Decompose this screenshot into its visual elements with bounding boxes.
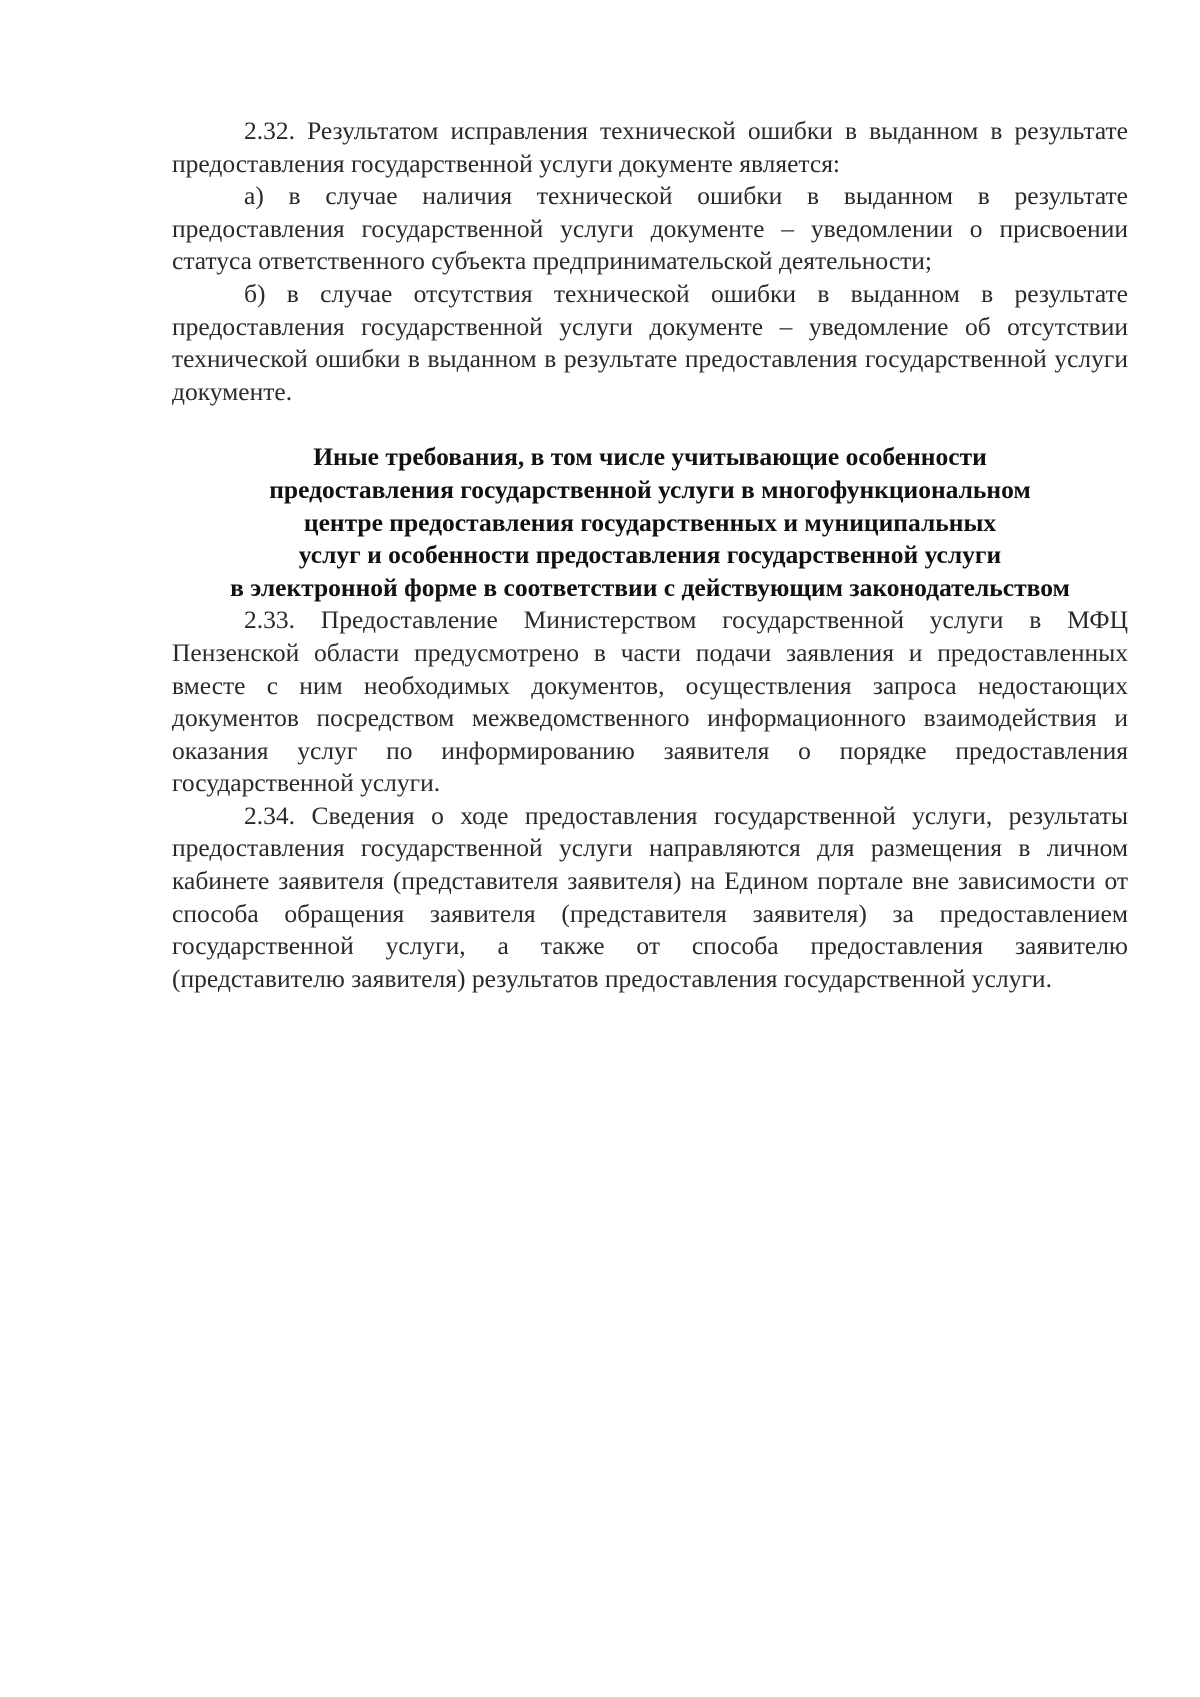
paragraph-2-34: 2.34. Сведения о ходе предоставления государственной услуги, результаты предоставления государственной услуги направляются для размещения в личном кабинете заявителя (представителя заявителя) на Едином портале вне зависимости от способа обращения заявителя (представителя заявителя) за предоставлением государственной услуги, а также от способа предоставления заявителю (представителю заявителя) результатов предоставления государственной услуги. (172, 800, 1128, 993)
paragraph-2-32-a: а) в случае наличия технической ошибки в выданном в результате предоставления государственной услуги документе – уведомлении о присвоении статуса ответственного субъекта предпринимательской деятельности; (172, 181, 1128, 276)
paragraph-2-32-b: б) в случае отсутствия технической ошибки в выданном в результате предоставления государственной услуги документе – уведомление об отсутствии технической ошибки в выданном в результате предоставления государственной услуги документе. (172, 278, 1128, 406)
section-heading-line: Иные требования, в том числе учитывающие особенности (313, 442, 987, 472)
section-heading-line: услуг и особенности предоставления государственной услуги (298, 540, 1002, 570)
document-body (172, 115, 1128, 995)
paragraph-2-32: 2.32. Результатом исправления технической ошибки в выданном в результате предоставления государственной услуги документе является: (172, 116, 1128, 178)
section-heading-line: центре предоставления государственных и муниципальных (303, 507, 997, 537)
section-heading-line: предоставления государственной услуги в многофункциональном (269, 474, 1031, 504)
section-heading-line: в электронной форме в соответствии с действующим законодательством (230, 572, 1070, 602)
section-heading (172, 441, 1128, 604)
paragraph-2-33: 2.33. Предоставление Министерством государственной услуги в МФЦ Пензенской области предусмотрено в части подачи заявления и предоставленных вместе с ним необходимых документов, осуществления запроса недостающих документов посредством межведомственного информационного взаимодействия и оказания услуг по информированию заявителя о порядке предоставления государственной услуги. (172, 605, 1128, 798)
